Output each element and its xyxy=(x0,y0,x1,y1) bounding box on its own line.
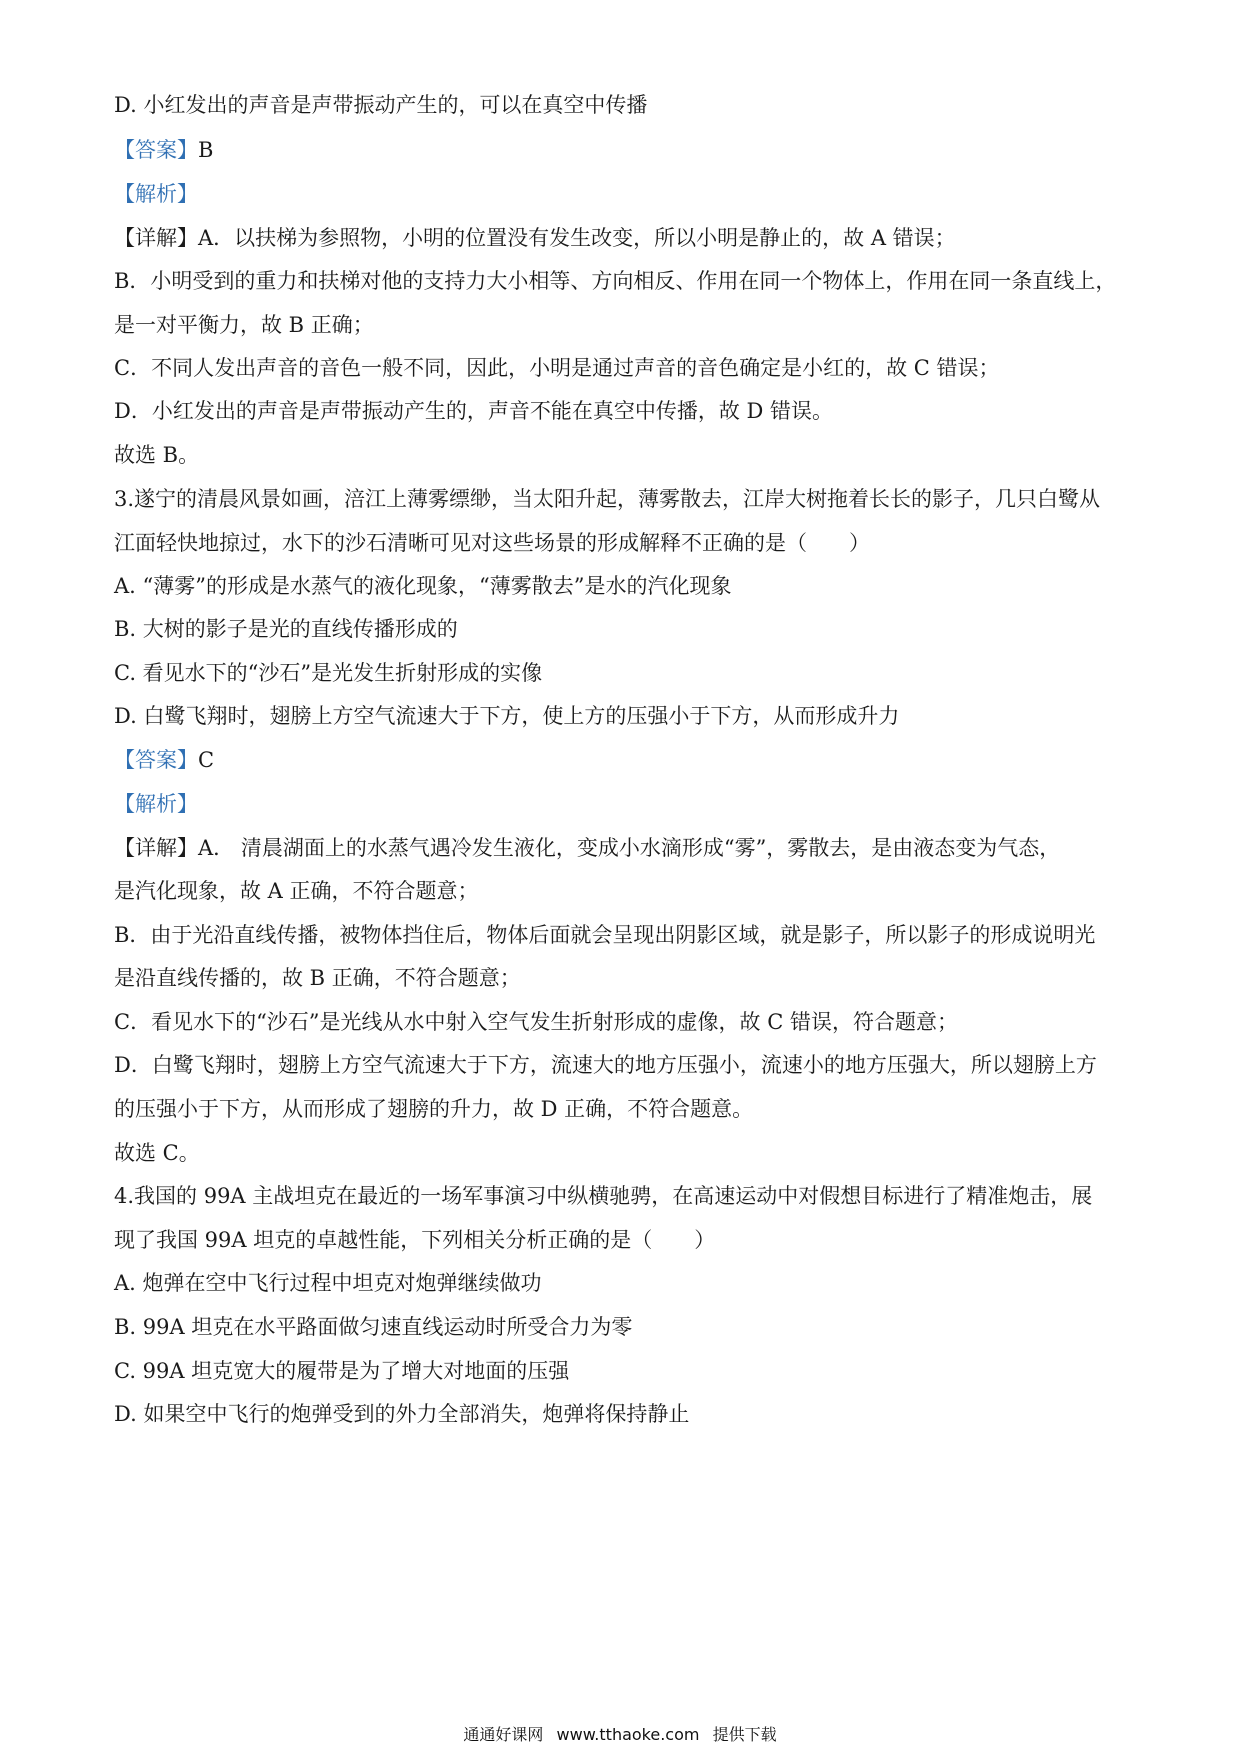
q3-stem-line1: 3.遂宁的清晨风景如画，涪江上薄雾缥缈，当太阳升起，薄雾散去，江岸大树拖着长长的影子，几只白鹭从 xyxy=(114,487,1101,511)
q3-detail-d-line2: 的压强小于下方，从而形成了翅膀的升力，故 D 正确，不符合题意。 xyxy=(114,1097,754,1121)
q4-option-d: D. 如果空中飞行的炮弹受到的外力全部消失，炮弹将保持静止 xyxy=(114,1402,690,1426)
q3-option-b: B. 大树的影子是光的直线传播形成的 xyxy=(114,617,458,641)
q4-option-a: A. 炮弹在空中飞行过程中坦克对炮弹继续做功 xyxy=(114,1271,542,1295)
q4-stem-line2: 现了我国 99A 坦克的卓越性能，下列相关分析正确的是（ ） xyxy=(114,1228,716,1252)
detail-tag: 【详解】 xyxy=(114,836,198,860)
q4-option-b: B. 99A 坦克在水平路面做匀速直线运动时所受合力为零 xyxy=(114,1315,633,1339)
q3-stem-line2: 江面轻快地掠过，水下的沙石清晰可见对这些场景的形成解释不正确的是（ ） xyxy=(114,531,870,555)
detail-text: A．以扶梯为参照物，小明的位置没有发生改变，所以小明是静止的，故 A 错误； xyxy=(198,226,956,250)
q2-detail-c: C．不同人发出声音的音色一般不同，因此，小明是通过声音的音色确定是小红的，故 C 错误； xyxy=(114,356,1000,380)
q3-detail-b-line2: 是沿直线传播的，故 B 正确，不符合题意； xyxy=(114,966,521,990)
answer-tag: 【答案】 xyxy=(114,748,198,772)
footer-site-name: 通通好课网 xyxy=(463,1725,544,1744)
q4-option-c: C. 99A 坦克宽大的履带是为了增大对地面的压强 xyxy=(114,1359,570,1383)
q3-option-a: A. “薄雾”的形成是水蒸气的液化现象，“薄雾散去”是水的汽化现象 xyxy=(114,574,732,598)
q2-option-d: D. 小红发出的声音是声带振动产生的，可以在真空中传播 xyxy=(114,93,648,117)
q4-stem-line1: 4.我国的 99A 主战坦克在最近的一场军事演习中纵横驰骋，在高速运动中对假想目标进行了精准炮击，展 xyxy=(114,1184,1093,1208)
q3-option-d: D. 白鹭飞翔时，翅膀上方空气流速大于下方，使上方的压强小于下方，从而形成升力 xyxy=(114,704,900,728)
q2-detail-b-line1: B．小明受到的重力和扶梯对他的支持力大小相等、方向相反、作用在同一个物体上，作用在同一条直线上， xyxy=(114,269,1117,293)
q2-conclusion: 故选 B。 xyxy=(114,443,200,467)
detail-tag: 【详解】 xyxy=(114,226,198,250)
q3-answer xyxy=(114,745,1134,775)
q2-analysis-tag: 【解析】 xyxy=(114,182,198,206)
q3-analysis-tag: 【解析】 xyxy=(114,792,198,816)
answer-tag: 【答案】 xyxy=(114,138,198,162)
footer-url-link[interactable]: www.tthaoke.com xyxy=(556,1725,700,1744)
q3-detail-a-line1 xyxy=(114,833,1134,863)
q2-detail-b-line2: 是一对平衡力，故 B 正确； xyxy=(114,313,374,337)
q2-detail-d: D．小红发出的声音是声带振动产生的，声音不能在真空中传播，故 D 错误。 xyxy=(114,399,834,423)
q2-detail-a xyxy=(114,223,1134,253)
q3-detail-a-line2: 是汽化现象，故 A 正确，不符合题意； xyxy=(114,879,479,903)
q3-conclusion: 故选 C。 xyxy=(114,1141,200,1165)
q3-detail-b-line1: B．由于光沿直线传播，被物体挡住后，物体后面就会呈现出阴影区域，就是影子，所以影子的形成说明光 xyxy=(114,923,1096,947)
answer-value: B xyxy=(198,138,214,162)
q2-answer xyxy=(114,135,1134,165)
page-footer xyxy=(0,1724,1240,1746)
detail-text: A． 清晨湖面上的水蒸气遇冷发生液化，变成小水滴形成“雾”，雾散去，是由液态变为气态， xyxy=(198,836,1061,860)
q3-option-c: C. 看见水下的“沙石”是光发生折射形成的实像 xyxy=(114,661,543,685)
q3-detail-d-line1: D．白鹭飞翔时，翅膀上方空气流速大于下方，流速大的地方压强小，流速小的地方压强大，所以翅膀上方 xyxy=(114,1053,1097,1077)
answer-value: C xyxy=(198,748,215,772)
footer-suffix: 提供下载 xyxy=(712,1725,777,1744)
q3-detail-c: C．看见水下的“沙石”是光线从水中射入空气发生折射形成的虚像，故 C 错误，符合题意； xyxy=(114,1010,958,1034)
